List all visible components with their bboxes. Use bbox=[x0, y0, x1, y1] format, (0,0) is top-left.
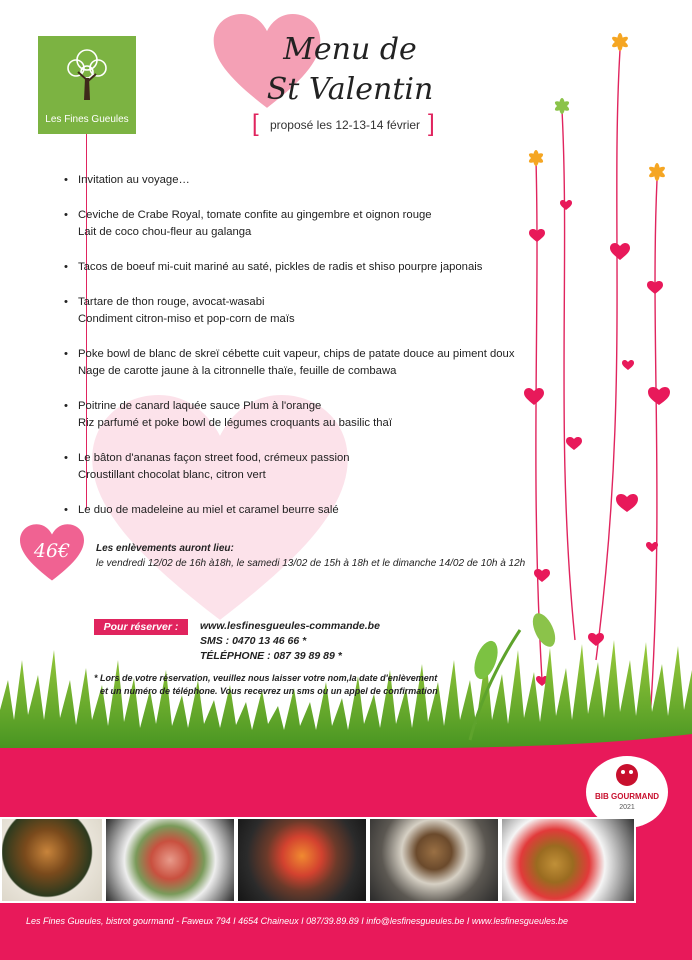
left-bracket: [ bbox=[252, 110, 259, 137]
menu-item: • Ceviche de Crabe Royal, tomate confite au gingembre et oignon rouge Lait de coco chou-fleur au galanga bbox=[62, 207, 532, 241]
menu-item: • Tacos de boeuf mi-cuit mariné au saté, pickles de radis et shiso pourpre japonais bbox=[62, 259, 532, 276]
right-bracket: ] bbox=[428, 110, 435, 137]
dish-photo bbox=[0, 817, 104, 903]
page-title bbox=[250, 30, 450, 110]
tree-icon bbox=[58, 44, 116, 102]
pickup-title: Les enlèvements auront lieu: bbox=[96, 543, 234, 554]
pickup-text: le vendredi 12/02 de 16h à18h, le samedi 13/02 de 15h à 18h et le dimanche 14/02 de 10h à 12h bbox=[96, 558, 526, 569]
menu-item: • Poitrine de canard laquée sauce Plum à l'orange Riz parfumé et poke bowl de légumes croquants au basilic thaï bbox=[62, 398, 532, 432]
heart bbox=[610, 243, 630, 260]
menu-item: • Tartare de thon rouge, avocat-wasabi Condiment citron-miso et pop-corn de maïs bbox=[62, 294, 532, 328]
logo-text: Les Fines Gueules bbox=[45, 114, 129, 125]
restaurant-logo bbox=[38, 36, 136, 134]
menu-item: • Le duo de madeleine au miel et caramel beurre salé bbox=[62, 502, 532, 519]
flower-icon bbox=[611, 33, 630, 51]
reserve-label: Pour réserver : bbox=[94, 619, 188, 635]
price-label: 46€ bbox=[33, 540, 71, 562]
menu-item: • Invitation au voyage… bbox=[62, 172, 532, 189]
reserve-info bbox=[200, 619, 380, 664]
dish-photo bbox=[236, 817, 368, 903]
title-line-2: St Valentin bbox=[266, 72, 434, 107]
reserve-phone: TÉLÉPHONE : 087 39 89 89 * bbox=[200, 650, 342, 662]
reserve-website-link[interactable]: www.lesfinesgueules-commande.be bbox=[200, 620, 380, 632]
title-line-1: Menu de bbox=[283, 32, 417, 67]
menu-item: • Le bâton d'ananas façon street food, crémeux passion Croustillant chocolat blanc, citron vert bbox=[62, 450, 532, 484]
dish-photo bbox=[500, 817, 636, 903]
menu-item: • Poke bowl de blanc de skreï cébette cuit vapeur, chips de patate douce au piment doux Nage de carotte jaune à la citronnelle thaïe, feuille de combawa bbox=[62, 346, 532, 380]
dish-photo bbox=[368, 817, 500, 903]
bibendum-icon bbox=[616, 764, 638, 786]
footer-contact: Les Fines Gueules, bistrot gourmand - Faweux 794 I 4654 Chaineux I 087/39.89.89 I info@lesfinesgueules.be I www.lesfinesgueules.be bbox=[26, 916, 568, 926]
bib-year: 2021 bbox=[619, 804, 635, 811]
bib-title: BIB GOURMAND bbox=[595, 792, 659, 801]
reserve-note: * Lors de votre réservation, veuillez nous laisser votre nom,la date d'enlèvement et un numéro de téléphone. Vous recevrez un sms ou un appel de confirmation bbox=[94, 673, 438, 696]
reserve-sms: SMS : 0470 13 46 66 * bbox=[200, 635, 307, 647]
subtitle: proposé les 12-13-14 février bbox=[269, 118, 421, 132]
dish-photo bbox=[104, 817, 236, 903]
